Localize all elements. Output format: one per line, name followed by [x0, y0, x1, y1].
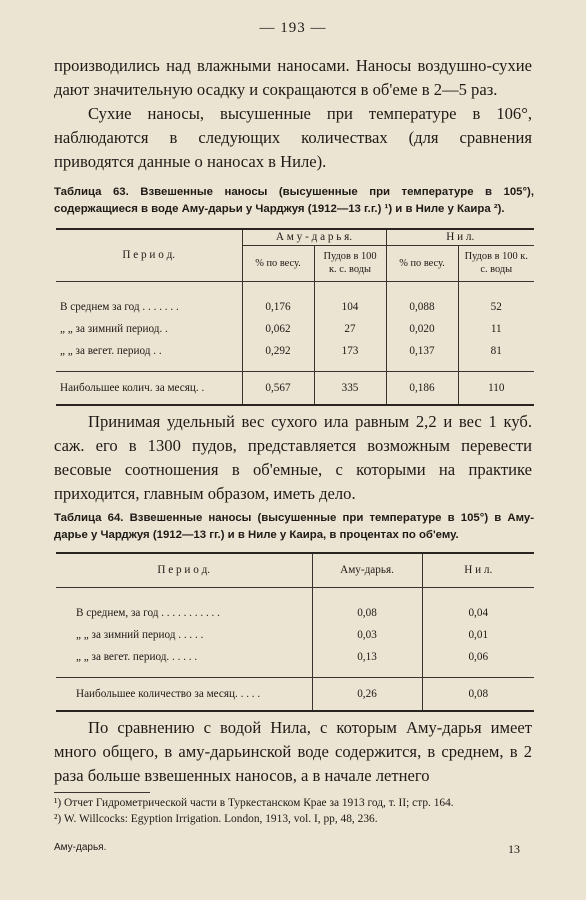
footnote-rule	[54, 792, 150, 793]
paragraph-2: Сухие наносы, высушенные при температуре в 106°, наблюдаются в следующих количествах (для сравнения приводятся данные о наносах в Ниле).	[54, 104, 532, 171]
table-64	[56, 552, 534, 712]
page-number: — 193 —	[259, 20, 327, 36]
table-row: „ „ за зимний период . . . . . 0,03 0,01	[56, 623, 534, 647]
body-text-top	[54, 54, 532, 174]
table-row-max: Наибольшее количество за месяц. . . . . 0,26 0,08	[56, 677, 534, 711]
subheader-percent-weight: % по весу.	[242, 245, 314, 281]
subheader-poods: Пудов в 100 к. с. воды	[458, 245, 534, 281]
table-row: „ „ за вегет. период . . 0,292 173 0,137 81	[56, 341, 534, 371]
amu-darya-header: А м у - д а р ь я.	[242, 229, 386, 245]
paragraph-1: производились над влажными наносами. Наносы воздушно-сухие дают значительную осадку и сокращаются в об'еме в 2—5 раз.	[54, 56, 532, 99]
table-row-max: Наибольшее колич. за месяц. . 0,567 335 0,186 110	[56, 371, 534, 405]
table-63	[56, 228, 534, 406]
sheet-number: 13	[508, 842, 520, 856]
body-text-middle	[54, 410, 532, 506]
table-row: „ „ за вегет. период. . . . . . 0,13 0,06	[56, 647, 534, 677]
printer-signature: Аму-дарья.	[54, 842, 107, 853]
table-row: „ „ за зимний период. . 0,062 27 0,020 11	[56, 317, 534, 341]
paragraph-3: Принимая удельный вес сухого ила равным 2,2 и вес 1 куб. саж. его в 1300 пудов, представляется возможным перевести весовые соотношения в об'емные, с которыми на практике приходится, главным образом, иметь дело.	[54, 412, 532, 503]
subheader-poods: Пудов в 100 к. с. воды	[314, 245, 386, 281]
footnote-2: ²) W. Willcocks: Egyption Irrigation. London, 1913, vol. I, pp, 48, 236.	[54, 813, 378, 825]
amu-darya-header: Аму-дарья.	[312, 553, 422, 587]
table-row: В среднем, за год . . . . . . . . . . . 0,08 0,04	[56, 587, 534, 623]
period-header: П е р и о д.	[56, 553, 312, 587]
nile-header: Н и л.	[422, 553, 534, 587]
table-row: В среднем за год . . . . . . . 0,176 104 0,088 52	[56, 281, 534, 317]
table-63-caption: Таблица 63. Взвешенные наносы (высушенные при температуре в 105°), содержащиеся в воде Аму-дарьи у Чарджуя (1912—13 г.г.) ¹) и в Ниле у Каира ²).	[54, 186, 534, 215]
body-text-bottom	[54, 716, 532, 788]
footnote-1: ¹) Отчет Гидрометрической части в Туркестанском Крае за 1913 год, т. II; стр. 164.	[54, 797, 454, 809]
period-header: П е р и о д.	[56, 229, 242, 281]
nile-header: Н и л.	[386, 229, 534, 245]
paragraph-4: По сравнению с водой Нила, с которым Аму-дарья имеет много общего, в аму-дарьинской воде содержится, в среднем, в 2 раза больше взвешенных наносов, а в начале летнего	[54, 718, 532, 785]
table-64-caption: Таблица 64. Взвешенные наносы (высушенные при температуре в 105°) в Аму-дарье у Чарджуя (1912—13 гг.) и в Ниле у Каира, в процентах по об'ему.	[54, 512, 534, 541]
subheader-percent-weight: % по весу.	[386, 245, 458, 281]
footnotes	[54, 792, 532, 827]
